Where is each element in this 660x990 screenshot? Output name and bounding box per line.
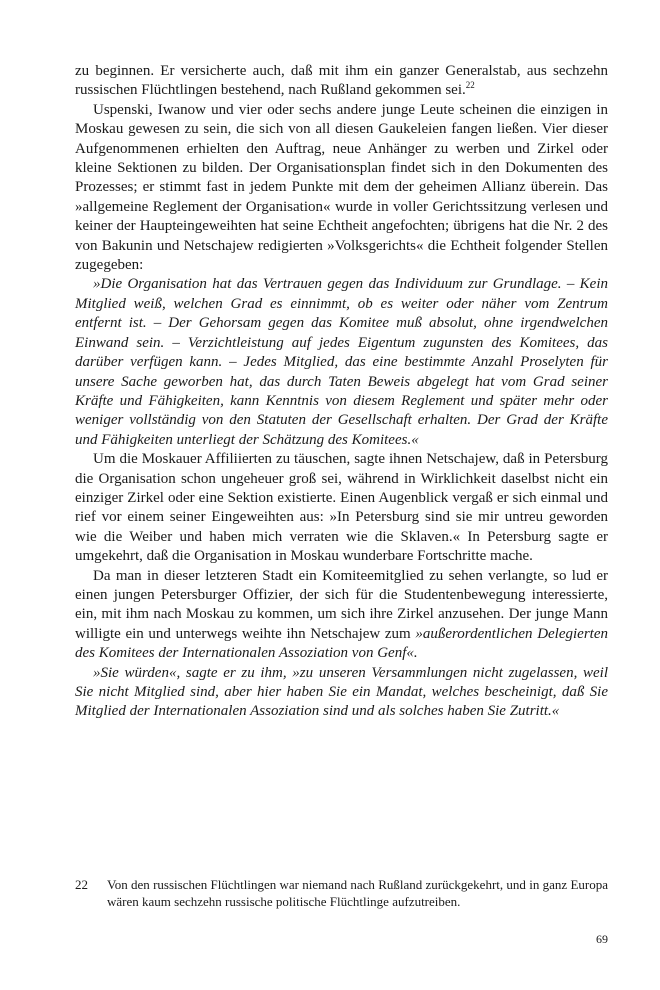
paragraph: Um die Moskauer Affiliierten zu täuschen, sagte ihnen Netschajew, daß in Petersburg die Organisation schon ungeheuer groß sei, während in Wirklichkeit daselbst nicht ein einziger Zirkel oder eine Sektion existierte. Einen Augenblick vergaß er sich einmal und rief vor einem seiner Eingeweihten aus: »In Petersburg sind sie mir untreu geworden wie die Weiber und haben mich verraten wie die Sklaven.« In Petersburg sagte er umgekehrt, daß die Organisation in Moskau wunderbare Fortschritte mache. <box>75 451 608 565</box>
footnote-reference[interactable]: 22 <box>465 80 475 91</box>
footnote-number: 22 <box>75 877 88 892</box>
page-number: 69 <box>596 932 608 946</box>
main-text <box>75 62 608 722</box>
block-quote: »Sie würden«, sagte er zu ihm, »zu unseren Versammlungen nicht zugelassen, weil Sie nicht Mitglied sind, aber hier haben Sie ein Mandat, welches bescheinigt, daß Sie Mitglied der Internationalen Assoziation sind und als solches haben Sie Zutritt.« <box>75 664 608 720</box>
paragraph-text: zu beginnen. Er versicherte auch, daß mit ihm ein ganzer Generalstab, aus sechzehn russischen Flüchtlingen bestehend, nach Rußland gekommen sei. <box>75 63 608 99</box>
footnote-text: Von den russischen Flüchtlingen war niemand nach Rußland zurückgekehrt, und in ganz Europa wären kaum sechzehn russische politische Flüchtlinge aufzutreiben. <box>107 877 608 909</box>
paragraph <box>75 567 608 664</box>
footnote <box>75 876 608 910</box>
italic-phrase: »außerordentlichen Delegierten des Komitees der Internationalen Assoziation von Genf«. <box>75 625 608 662</box>
footnotes <box>75 876 608 910</box>
paragraph-text: Da man in dieser letzteren Stadt ein Komiteemitglied zu sehen verlangte, so lud er einen jungen Petersburger Offizier, der sich für die Studentenbewegung interessierte, ein, mit ihm nach Moskau zu kommen, um sich ihre Zirkel anzusehen. Der junge Mann willigte ein und unterwegs weihte ihn Netschajew zum <box>75 567 608 642</box>
paragraph: Uspenski, Iwanow und vier oder sechs andere junge Leute scheinen die einzigen in Moskau gewesen zu sein, die sich von all diesen Gaukeleien fangen ließen. Vier dieser Aufgenommenen erhielten den Auftrag, neue Anhänger zu werben und Zirkel oder kleine Sektionen zu bilden. Der Organisationsplan findet sich in den Dokumenten des Prozesses; er stimmt fast in jedem Punkte mit dem der geheimen Allianz überein. Das »allgemeine Reglement der Organisation« wurde in voller Gerichtssitzung verlesen und keiner der Haupteingeweihten hat seine Echtheit angefochten; übrigens hat die Nr. 2 des von Bakunin und Netschajew redigierten »Volksgerichts« die Echtheit folgender Stellen zugegeben: <box>75 101 608 274</box>
page-body <box>75 62 608 722</box>
paragraph <box>75 62 608 101</box>
block-quote: »Die Organisation hat das Vertrauen gegen das Individuum zur Grundlage. – Kein Mitglied weiß, welchen Grad es einnimmt, ob es weiter oder näher vom Zentrum entfernt ist. – Der Gehorsam gegen das Komitee muß absolut, ohne irgendwelchen Einwand sein. – Verzichtleistung auf jedes Eigentum zugunsten des Komitees, das darüber verfügen kann. – Jedes Mitglied, das eine bestimmte Anzahl Proselyten für unsere Sache geworben hat, das durch Taten Beweis abgelegt hat vom Grad seiner Kräfte und Fähigkeiten, kann Kenntnis von diesem Reglement und später mehr oder weniger vollständig von den Statuten der Gesellschaft erhalten. Der Grad der Kräfte und Fähigkeiten unterliegt der Schätzung des Komitees.« <box>75 276 608 448</box>
